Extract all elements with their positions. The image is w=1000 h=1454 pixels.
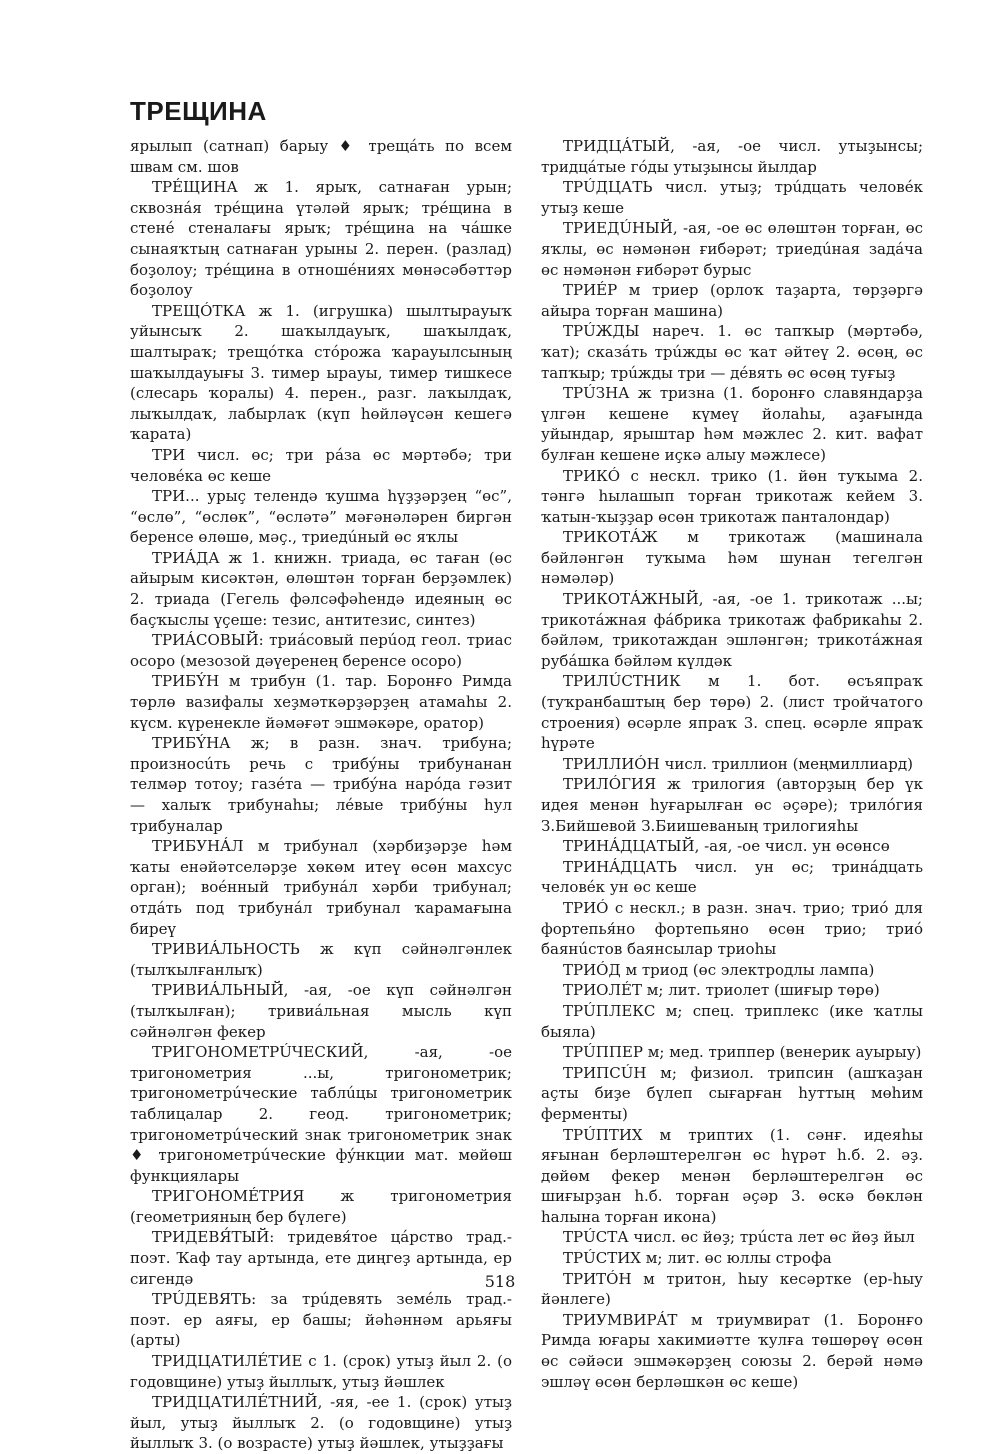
dictionary-entry: ТРИНÁДЦАТЬ числ. ун өс; тринáдцать человéк ун өс кеше	[541, 857, 923, 897]
dictionary-entry: ТРИÁДА ж 1. книжн. триада, өс таған (өс айырым кисәктән, өлөштән торған берҙәмлек) 2. триада (Гегель фәлсәфәһендә идеяның өс баҫҡыслы үҫеше: тезис, антитезис, синтез)	[130, 548, 512, 629]
dictionary-entry: ТРИÁСОВЫЙ: триáсовый перúод геол. триас осоро (мезозой дәүеренең беренсе осоро)	[130, 631, 512, 670]
running-header: ТРЕЩИНА	[130, 96, 267, 126]
dictionary-entry: ТРИКÓ с нескл. трико (1. йөн туҡыма 2. тәнгә һылашып торған трикотаж кейем 3. ҡатын-ҡыҙҙар өсөн трикотаж панталондар)	[541, 466, 923, 526]
dictionary-entry: ТРИБУНÁЛ м трибунал (хәрбиҙәрҙе һәм ҡаты енәйәтселәрҙе хөкөм итеү өсөн махсус орган); воéнный трибунáл хәрби трибунал; отдáть под трибунáл трибунал ҡарамағына биреү	[130, 837, 512, 938]
dictionary-entry: ТРИДЕВЯ́ТЫЙ: тридевя́тое цáрство трад.-поэт. Ҡаф тау артында, ете диңгеҙ артында, ер сигендә	[130, 1228, 512, 1288]
dictionary-entry: ТРÚДЕВЯТЬ: за трúдевять земéль трад.-поэт. ер аяғы, ер башы; йәһәннәм арьяғы (арты)	[130, 1290, 512, 1350]
dictionary-entry: ТРИОЛÉТ м; лит. триолет (шиғыр төрө)	[563, 981, 880, 1000]
right-column	[541, 136, 923, 1392]
dictionary-entry: ярылып (сатнап) барыу ♦ трещáть по всем швам см. шов	[130, 137, 512, 176]
dictionary-entry: ТРИВИÁЛЬНОСТЬ ж күп сәйнәлгәнлек (тылҡылғанлыҡ)	[130, 940, 512, 979]
page-number: 518	[484, 1272, 516, 1291]
dictionary-entry: ТРИУМВИРÁТ м триумвират (1. Боронғо Римда юғары хакимиәтте ҡулға төшөрөү өсөн өс сәйәси эшмәкәрҙең союзы 2. берәй нәмә эшләү өсөн берләшкән өс кеше)	[541, 1310, 923, 1391]
dictionary-entry: ТРИКОТÁЖНЫЙ, -ая, -ое 1. трикотаж ...ы; трикотáжная фáбрика трикотаж фабрикаһы 2. бәйләм, трикотаждан эшләнгән; трикотáжная рубáшка бәйләм күлдәк	[541, 590, 923, 670]
dictionary-entry: ТРÚППЕР м; мед. триппер (венерик ауырыу)	[563, 1043, 922, 1062]
dictionary-entry: ТРÚСТА числ. өс йөҙ; трúста лет өс йөҙ йыл	[563, 1228, 915, 1247]
dictionary-entry: ТРИГОНОМЕТРÚЧЕСКИЙ, -ая, -ое тригонометрия ...ы, тригонометрик; тригонометрúческие таблúцы тригонометрик таблицалар 2. геод. тригонометрик; тригонометрúческий знак тригонометрик знак ♦ тригонометрúческие фýнкции мат. мөйөш функциялары	[130, 1043, 512, 1185]
dictionary-entry: ТРИБÝНА ж; в разн. знач. трибуна; произносúть речь с трибýны трибунанан телмәр тотоу; газéта — трибýна нарóда гәзит — халыҡ трибунаһы; лéвые трибýны һул трибуналар	[130, 734, 512, 835]
dictionary-entry: ТРИЛÓГИЯ ж трилогия (авторҙың бер үк идея менән һуғарылған өс әҫәре); трилóгия З.Бийшевой З.Биишеваның трилогияһы	[541, 775, 923, 835]
dictionary-entry: ТРИ... урыҫ телендә ҡушма һүҙҙәрҙең “өс”, “өслө”, “өслөк”, “өсләтә” мәғәнәләрен биргән беренсе өлөшө, мәҫ., триедúный өс яҡлы	[130, 487, 512, 547]
dictionary-entry: ТРИБÝН м трибун (1. тар. Боронғо Римда төрлө вазифалы хеҙмәткәрҙәрҙең атамаһы 2. күсм. күренекле йәмәғәт эшмәкәре, оратор)	[130, 672, 512, 732]
dictionary-entry: ТРИ числ. өс; три рáза өс мәртәбә; три человéка өс кеше	[130, 445, 512, 485]
dictionary-entry: ТРИПСÚН м; физиол. трипсин (ашҡаҙан аҫты биҙе бүлеп сығарған һуттың мөһим ферменты)	[541, 1063, 923, 1123]
dictionary-entry: ТРИЛЛИÓН числ. триллион (меңмиллиард)	[563, 754, 913, 773]
dictionary-entry: ТРÚПЛЕКС м; спец. триплекс (ике ҡатлы быяла)	[541, 1001, 923, 1041]
dictionary-entry: ТРИНÁДЦАТЫЙ, -ая, -ое числ. ун өсөнсө	[563, 837, 890, 856]
dictionary-entry: ТРÚЖДЫ нареч. 1. өс тапҡыр (мәртәбә, ҡат); сказáть трúжды өс ҡат әйтеү 2. өсөң, өс тапҡыр; трúжды три — дéвять өс өсөң туғыҙ	[541, 322, 923, 382]
dictionary-entry: ТРЕЩÓТКА ж 1. (игрушка) шылтырауыҡ уйынсыҡ 2. шаҡылдауыҡ, шаҡылдаҡ, шалтыраҡ; трещóтка стóрожа ҡарауылсының шаҡылдауығы 3. тимер ырауы, тимер тишкесе (слесарь ҡоралы) 4. перен., разг. лаҡылдаҡ, лыҡылдаҡ, лабырлаҡ (күп һөйләүсән кешегә ҡарата)	[130, 301, 512, 444]
dictionary-entry: ТРÚСТИХ м; лит. өс юллы строфа	[563, 1249, 832, 1268]
dictionary-entry: ТРИЕДÚНЫЙ, -ая, -ое өс өлөштән торған, өс яҡлы, өс нәмәнән ғибәрәт; триедúная задáча өс нәмәнән ғибәрәт бурыс	[541, 219, 923, 279]
dictionary-entry: ТРИÓД м триод (өс электродлы лампа)	[563, 960, 875, 979]
dictionary-entry: ТРИГОНОМÉТРИЯ ж тригонометрия (геометрияның бер бүлеге)	[130, 1187, 512, 1226]
dictionary-entry: ТРИВИÁЛЬНЫЙ, -ая, -ое күп сәйнәлгән (тылҡылған); тривиáльная мысль күп сәйнәлгән фекер	[130, 981, 512, 1041]
dictionary-entry: ТРИДЦАТИЛÉТНИЙ, -яя, -ее 1. (срок) утыҙ йыл, утыҙ йыллыҡ 2. (о годовщине) утыҙ йыллыҡ 3. (о возрасте) утыҙ йәшлек, утыҙҙағы	[130, 1393, 512, 1453]
dictionary-entry: ТРИДЦÁТЫЙ, -ая, -ое числ. утыҙынсы; тридцáтые гóды утыҙынсы йылдар	[541, 137, 923, 176]
dictionary-entry: ТРÚЗНА ж тризна (1. боронғо славяндарҙа үлгән кешене күмеү йолаһы, аҙағында уйындар, ярыштар һәм мәжлес 2. кит. вафат булған кешене иҫкә алыу мәжлесе)	[541, 384, 923, 464]
dictionary-entry: ТРÉЩИНА ж 1. ярыҡ, сатнаған урын; сквознáя трéщина үтәләй ярыҡ; трéщина в стенé стеналағы ярыҡ; трéщина на чáшке сынаяҡтың сатнаған урыны 2. перен. (разлад) боҙолоу; трéщина в отношéниях мөнәсәбәттәр боҙолоу	[130, 178, 512, 300]
dictionary-entry: ТРИТÓН м тритон, һыу кесәртке (ер-һыу йәнлеге)	[541, 1269, 923, 1309]
left-column	[130, 136, 512, 1454]
dictionary-entry: ТРÚДЦАТЬ числ. утыҙ; трúдцать человéк утыҙ кеше	[541, 178, 923, 217]
dictionary-entry: ТРИÉР м триер (орлоҡ таҙарта, төрҙәргә айыра торған машина)	[541, 281, 923, 320]
dictionary-entry: ТРИКОТÁЖ м трикотаж (машинала бәйләнгән туҡыма һәм шунан тегелгән нәмәләр)	[541, 528, 923, 588]
dictionary-entry: ТРИÓ с нескл.; в разн. знач. трио; триó для фортепья́но фортепьяно өсөн трио; триó баянúстов баянсылар триоһы	[541, 898, 923, 959]
dictionary-entry: ТРИДЦАТИЛÉТИЕ с 1. (срок) утыҙ йыл 2. (о годовщине) утыҙ йыллыҡ, утыҙ йәшлек	[130, 1352, 512, 1391]
dictionary-entry: ТРÚПТИХ м триптих (1. сәнғ. идеяһы яғынан берләштерелгән өс һүрәт һ.б. 2. әҙ. дөйөм фекер менән берләштерелгән өс шиғырҙан һ.б. торған әҫәр 3. өскә бөклән һалына торған икона)	[541, 1125, 923, 1226]
dictionary-entry: ТРИЛÚСТНИК м 1. бот. өсъяпраҡ (туҡранбаштың бер төрө) 2. (лист тройчатого строения) өсәрле япраҡ 3. спец. өсәрле япраҡ һүрәте	[541, 672, 923, 753]
